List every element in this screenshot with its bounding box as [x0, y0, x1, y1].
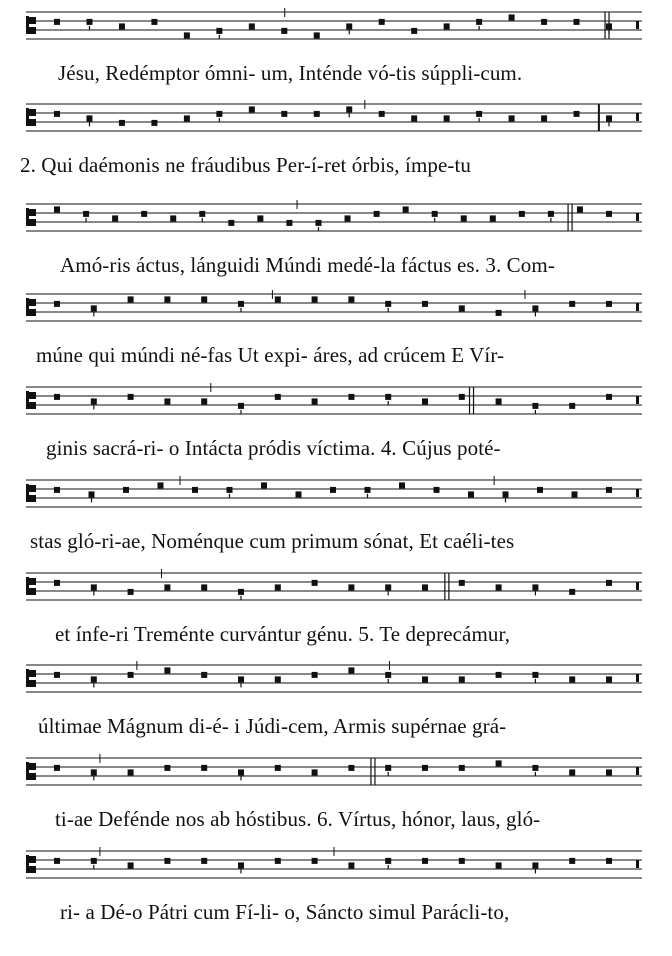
neume-note [459, 305, 465, 311]
custos-mark [636, 582, 639, 590]
neume-note [509, 115, 515, 121]
lyric-line [0, 340, 672, 370]
neume-note [606, 580, 612, 586]
neume-note [151, 120, 157, 126]
neume-note [275, 765, 281, 771]
staff [26, 100, 646, 140]
lyric-line [0, 804, 672, 834]
neume-note [164, 858, 170, 864]
neume-note [459, 858, 465, 864]
neume-note [422, 584, 428, 590]
neume-note [346, 106, 352, 112]
neume-note [374, 211, 380, 217]
neume-note [496, 398, 502, 404]
neume-note [286, 220, 292, 226]
neume-note [216, 111, 222, 117]
lyric-text: stas gló-ri-ae, Noménque cum primum sónat, Et caéli-tes [30, 529, 515, 553]
neume-note [312, 398, 318, 404]
double-barline [371, 758, 375, 785]
neume-note [541, 19, 547, 25]
neume-note [112, 215, 118, 221]
neume-note [606, 301, 612, 307]
neume-note [379, 19, 385, 25]
neume-note [459, 580, 465, 586]
neume-note [348, 584, 354, 590]
neume-note [330, 487, 336, 493]
chant-system [0, 200, 672, 295]
neume-note [123, 487, 129, 493]
lyric-line [0, 526, 672, 556]
neume-note [572, 491, 578, 497]
neume-note [444, 115, 450, 121]
neume-note [432, 211, 438, 217]
chant-system [0, 383, 672, 478]
chant-system [0, 8, 672, 103]
chant-system [0, 290, 672, 385]
neume-note [346, 23, 352, 29]
lyric-text: Jésu, Redémptor ómni- um, Inténde vó-tis súppli-cum. [58, 61, 523, 85]
neume-note [54, 394, 60, 400]
neume-note [128, 589, 134, 595]
custos-mark [636, 303, 639, 311]
chant-system [0, 569, 672, 664]
neume-note [569, 589, 575, 595]
chant-system [0, 661, 672, 756]
neume-note [54, 487, 60, 493]
chant-system [0, 100, 672, 195]
neume-note [532, 672, 538, 678]
lyric-line [0, 433, 672, 463]
staff [26, 847, 646, 887]
neume-note [606, 676, 612, 682]
staff [26, 754, 646, 794]
neume-note [606, 211, 612, 217]
neume-note [54, 19, 60, 25]
neume-note [201, 672, 207, 678]
neume-note [490, 215, 496, 221]
neume-note [158, 482, 164, 488]
neume-note [54, 111, 60, 117]
neume-note [54, 765, 60, 771]
neume-note [348, 667, 354, 673]
custos-mark [636, 213, 639, 221]
neume-note [422, 765, 428, 771]
neume-note [385, 672, 391, 678]
neume-note [606, 115, 612, 121]
lyric-line [0, 150, 672, 180]
neume-note [509, 14, 515, 20]
neume-note [422, 398, 428, 404]
neume-note [119, 23, 125, 29]
custos-mark [636, 489, 639, 497]
neume-note [315, 220, 321, 226]
neume-note [199, 211, 205, 217]
lyric-text: múne qui múndi né-fas Ut expi- áres, ad crúcem E Vír- [36, 343, 505, 367]
neume-note [385, 858, 391, 864]
custos-mark [636, 767, 639, 775]
c-clef [26, 855, 36, 873]
neume-note [54, 580, 60, 586]
lyric-line [0, 250, 672, 280]
neume-note [164, 667, 170, 673]
neume-note [532, 403, 538, 409]
neume-note [238, 862, 244, 868]
neume-note [312, 296, 318, 302]
neume-note [86, 115, 92, 121]
neume-note [532, 862, 538, 868]
c-clef [26, 577, 36, 595]
neume-note [385, 584, 391, 590]
neume-note [249, 23, 255, 29]
neume-note [476, 19, 482, 25]
neume-note [569, 769, 575, 775]
neume-note [128, 394, 134, 400]
neume-note [164, 765, 170, 771]
neume-note [532, 305, 538, 311]
neume-note [385, 765, 391, 771]
neume-note [606, 487, 612, 493]
c-clef [26, 16, 36, 34]
lyric-text: et ínfe-ri Treménte curvántur génu. 5. Te deprecámur, [55, 622, 511, 646]
neume-note [312, 769, 318, 775]
neume-note [275, 584, 281, 590]
neume-note [312, 672, 318, 678]
neume-note [468, 491, 474, 497]
neume-note [606, 769, 612, 775]
neume-note [345, 215, 351, 221]
c-clef [26, 391, 36, 409]
custos-mark [636, 674, 639, 682]
neume-note [128, 862, 134, 868]
neume-note [86, 19, 92, 25]
neume-note [128, 672, 134, 678]
neume-note [314, 111, 320, 117]
neume-note [532, 765, 538, 771]
neume-note [422, 676, 428, 682]
lyric-text: ginis sacrá-ri- o Intácta pródis víctima. 4. Cújus poté- [46, 436, 501, 460]
neume-note [444, 23, 450, 29]
neume-note [170, 215, 176, 221]
neume-note [128, 296, 134, 302]
lyric-line [0, 897, 672, 927]
neume-note [314, 32, 320, 38]
neume-note [537, 487, 543, 493]
staff [26, 290, 646, 330]
neume-note [238, 769, 244, 775]
neume-note [348, 394, 354, 400]
neume-note [54, 672, 60, 678]
neume-note [238, 676, 244, 682]
neume-note [385, 301, 391, 307]
custos-mark [636, 21, 639, 29]
neume-note [496, 760, 502, 766]
neume-note [83, 211, 89, 217]
neume-note [275, 296, 281, 302]
c-clef [26, 298, 36, 316]
neume-note [569, 403, 575, 409]
neume-note [503, 491, 509, 497]
neume-note [548, 211, 554, 217]
neume-note [238, 301, 244, 307]
staff [26, 661, 646, 701]
staff [26, 476, 646, 516]
neume-note [228, 220, 234, 226]
neume-note [275, 676, 281, 682]
neume-note [128, 769, 134, 775]
neume-note [519, 211, 525, 217]
neume-note [261, 482, 267, 488]
neume-note [238, 589, 244, 595]
lyric-text: 2. Qui daémonis ne fráudibus Per-í-ret órbis, ímpe-tu [20, 153, 472, 177]
neume-note [496, 862, 502, 868]
lyric-text: ri- a Dé-o Pátri cum Fí-li- o, Sáncto simul Parácli-to, [60, 900, 510, 924]
c-clef [26, 762, 36, 780]
staff [26, 569, 646, 609]
neume-note [91, 398, 97, 404]
c-clef [26, 669, 36, 687]
neume-note [434, 487, 440, 493]
neume-note [227, 487, 233, 493]
neume-note [201, 398, 207, 404]
neume-note [459, 676, 465, 682]
neume-note [201, 765, 207, 771]
neume-note [541, 115, 547, 121]
neume-note [201, 296, 207, 302]
neume-note [569, 676, 575, 682]
neume-note [379, 111, 385, 117]
neume-note [281, 111, 287, 117]
neume-note [365, 487, 371, 493]
neume-note [192, 487, 198, 493]
neume-note [91, 769, 97, 775]
neume-note [91, 858, 97, 864]
neume-note [385, 394, 391, 400]
lyric-line [0, 58, 672, 88]
lyric-text: últimae Mágnum di-é- i Júdi-cem, Armis supérnae grá- [38, 714, 507, 738]
custos-mark [636, 860, 639, 868]
chant-system [0, 476, 672, 571]
neume-note [275, 858, 281, 864]
chant-system [0, 754, 672, 849]
neume-note [422, 301, 428, 307]
c-clef [26, 108, 36, 126]
chant-system [0, 847, 672, 942]
neume-note [249, 106, 255, 112]
neume-note [348, 862, 354, 868]
neume-note [569, 858, 575, 864]
neume-note [459, 394, 465, 400]
neume-note [574, 111, 580, 117]
neume-note [91, 305, 97, 311]
neume-note [461, 215, 467, 221]
c-clef [26, 484, 36, 502]
neume-note [399, 482, 405, 488]
neume-note [164, 584, 170, 590]
neume-note [275, 394, 281, 400]
neume-note [296, 491, 302, 497]
neume-note [577, 206, 583, 212]
custos-mark [636, 396, 639, 404]
neume-note [54, 858, 60, 864]
neume-note [184, 32, 190, 38]
neume-note [348, 296, 354, 302]
neume-note [164, 296, 170, 302]
lyric-line [0, 711, 672, 741]
neume-note [569, 301, 575, 307]
neume-note [216, 28, 222, 34]
c-clef [26, 208, 36, 226]
neume-note [151, 19, 157, 25]
neume-note [54, 301, 60, 307]
lyric-text: ti-ae Defénde nos ab hóstibus. 6. Vírtus, hónor, laus, gló- [55, 807, 541, 831]
neume-note [476, 111, 482, 117]
neume-note [141, 211, 147, 217]
neume-note [164, 398, 170, 404]
neume-note [312, 858, 318, 864]
neume-note [91, 676, 97, 682]
lyric-text: Amó-ris áctus, lánguidi Múndi medé-la fáctus es. 3. Com- [60, 253, 555, 277]
neume-note [574, 19, 580, 25]
neume-note [459, 765, 465, 771]
neume-note [532, 584, 538, 590]
lyric-line [0, 619, 672, 649]
neume-note [238, 403, 244, 409]
neume-note [411, 28, 417, 34]
neume-note [54, 206, 60, 212]
neume-note [257, 215, 263, 221]
neume-note [201, 858, 207, 864]
neume-note [184, 115, 190, 121]
neume-note [606, 858, 612, 864]
neume-note [496, 310, 502, 316]
staff [26, 200, 646, 240]
neume-note [348, 765, 354, 771]
neume-note [422, 858, 428, 864]
neume-note [312, 580, 318, 586]
neume-note [496, 584, 502, 590]
neume-note [89, 491, 95, 497]
double-barline [470, 387, 474, 414]
double-barline [445, 573, 449, 600]
neume-note [119, 120, 125, 126]
neume-note [91, 584, 97, 590]
neume-note [403, 206, 409, 212]
staff [26, 8, 646, 48]
neume-note [411, 115, 417, 121]
staff [26, 383, 646, 423]
neume-note [281, 28, 287, 34]
double-barline [568, 204, 572, 231]
custos-mark [636, 113, 639, 121]
neume-note [496, 672, 502, 678]
neume-note [606, 394, 612, 400]
neume-note [201, 584, 207, 590]
